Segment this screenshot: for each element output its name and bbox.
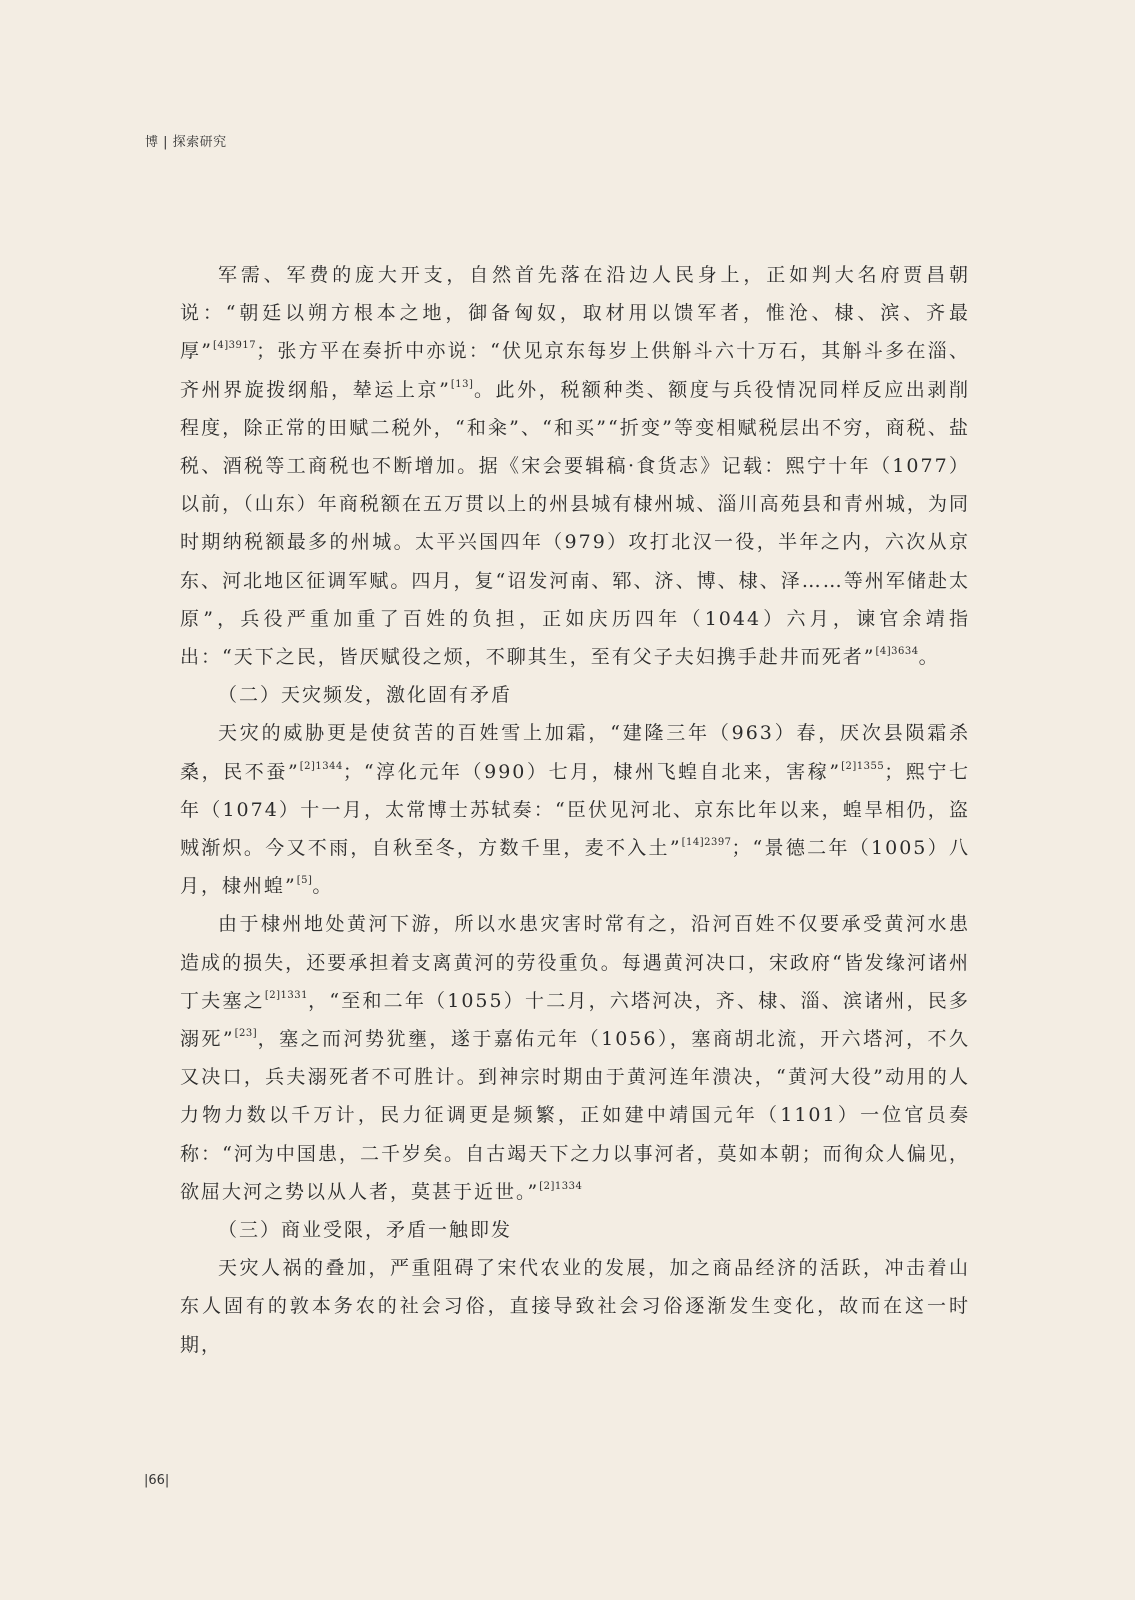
section-heading: （三）商业受限，矛盾一触即发: [218, 1219, 513, 1242]
body-paragraph: [180, 1249, 970, 1364]
paragraph-text: ；“淳化元年（990）七月，棣州飞蝗自北来，害稼”: [342, 760, 842, 783]
paragraph-text: 天灾人祸的叠加，严重阻碍了宋代农业的发展，加之商品经济的活跃，冲击着山东人固有的敦本务农的社会习俗，直接导致社会习俗逐渐发生变化，故而在这一时期，: [180, 1257, 970, 1356]
body-paragraph: [180, 905, 970, 1211]
running-header: 博 | 探索研究: [145, 135, 227, 150]
body-paragraph: [180, 714, 970, 905]
section-heading: （二）天灾频发，激化固有矛盾: [218, 684, 513, 707]
paragraph-text: ，“至和二年（1055）十二月，六塔河决，齐、棣、淄、滨诸州，民多溺死”: [180, 989, 970, 1051]
paragraph-text: ；“景德二年（1005）八月，棣州蝗”: [180, 837, 970, 898]
paragraph-text: ；熙宁七年（1074）十一月，太常博士苏轼奏：“臣伏见河北、京东比年以来，蝗旱相仍，盗贼渐炽。今又不雨，自秋至冬，方数千里，麦不入土”: [180, 760, 970, 860]
paragraph-text: 。: [918, 646, 940, 669]
body-paragraph: [180, 256, 970, 676]
paragraph-text: 天灾的威胁更是使贫苦的百姓雪上加霜，“建隆三年（963）春，厌次县陨霜杀桑，民不蚕”: [180, 722, 970, 783]
citation-superscript: [2]1334: [539, 1180, 583, 1192]
citation-superscript: [4]3634: [875, 646, 919, 658]
citation-superscript: [23]: [234, 1028, 258, 1040]
citation-superscript: [2]1331: [264, 989, 308, 1001]
page-number: |66|: [144, 1473, 170, 1488]
paragraph-text: 由于棣州地处黄河下游，所以水患灾害时常有之，沿河百姓不仅要承受黄河水患造成的损失，还要承担着支离黄河的劳役重负。每遇黄河决口，宋政府“皆发缘河诸州丁夫塞之: [180, 913, 970, 1012]
citation-superscript: [2]1344: [299, 760, 343, 772]
citation-superscript: [5]: [296, 875, 313, 887]
paragraph-text: 。: [312, 875, 334, 898]
paragraph-text: ；张方平在奏折中亦说：“伏见京东每岁上供斛斗六十万石，其斛斗多在淄、齐州界旋拨纲船，辇运上京”: [180, 340, 971, 401]
citation-superscript: [13]: [450, 378, 474, 390]
article-body: [180, 256, 970, 1364]
citation-superscript: [14]2397: [681, 837, 732, 849]
citation-superscript: [2]1355: [841, 760, 885, 772]
citation-superscript: [4]3917: [213, 340, 257, 352]
paragraph-text: 军需、军费的庞大开支，自然首先落在沿边人民身上，正如判大名府贾昌朝说：“朝廷以朔方根本之地，御备匈奴，取材用以馈军者，惟沧、棣、滨、齐最厚”: [180, 264, 970, 363]
paragraph-text: 。此外，税额种类、额度与兵役情况同样反应出剥削程度，除正常的田赋二税外，“和籴”、“和买”“折变”等变相赋税层出不穷，商税、盐税、酒税等工商税也不断增加。据《宋会要辑稿·食货志》记载：熙宁十年（1077）以前，（山东）年商税额在五万贯以上的州县城有棣州城、淄川高苑县和青州城，为同时期纳税额最多的州城。太平兴国四年（979）攻打北汉一役，半年之内，六次从京东、河北地区征调军赋。四月，复“诏发河南、郓、济、博、棣、泽……等州军储赴太原”，兵役严重加重了百姓的负担，正如庆历四年（1044）六月，谏官余靖指出：“天下之民，皆厌赋役之烦，不聊其生，至有父子夫妇携手赴井而死者”: [180, 378, 970, 669]
paragraph-text: ，塞之而河势犹壅，遂于嘉佑元年（1056），塞商胡北流，开六塔河，不久又决口，兵夫溺死者不可胜计。到神宗时期由于黄河连年溃决，“黄河大役”动用的人力物力数以千万计，民力征调更是频繁，正如建中靖国元年（1101）一位官员奏称：“河为中国患，二千岁矣。自古竭天下之力以事河者，莫如本朝；而徇众人偏见，欲屈大河之势以从人者，莫甚于近世。”: [180, 1028, 970, 1203]
